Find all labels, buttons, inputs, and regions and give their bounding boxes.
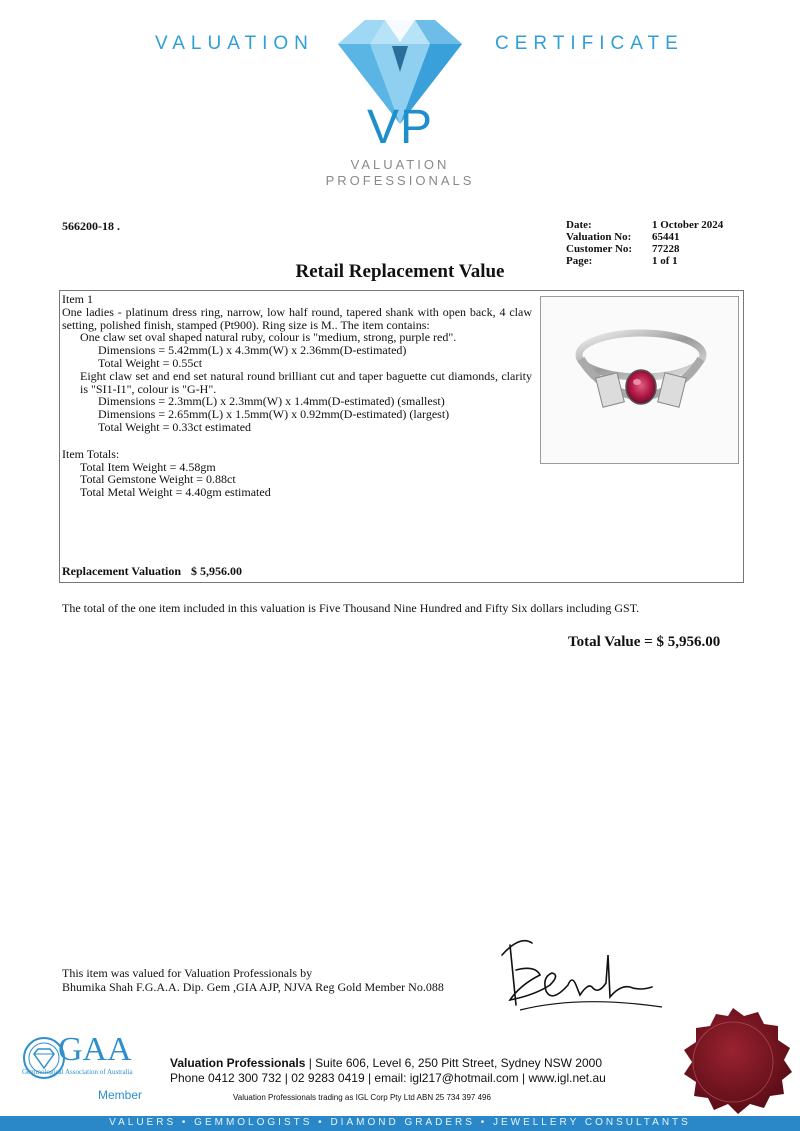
info-row-customer-no: [566, 243, 723, 255]
wax-seal-icon: [650, 1000, 800, 1120]
footer-address-line: [170, 1056, 606, 1071]
diamond-weight: Total Weight = 0.33ct estimated: [98, 419, 252, 434]
total-item-weight: Total Item Weight = 4.58gm: [80, 459, 216, 474]
info-value: 65441: [652, 231, 680, 243]
info-value: 77228: [652, 243, 680, 255]
header-valuation-word: VALUATION: [155, 33, 314, 54]
item-heading: Item 1: [62, 292, 93, 306]
document-title: [0, 261, 800, 283]
replacement-valuation: [62, 564, 242, 579]
footer-company: Valuation Professionals: [170, 1056, 306, 1070]
footer-address-block: [170, 1056, 606, 1086]
diamond-line: [62, 370, 532, 396]
header-certificate-word: CERTIFICATE: [495, 33, 684, 54]
replacement-amount: $ 5,956.00: [191, 564, 243, 578]
logo-line-valuation: VALUATION: [350, 157, 450, 172]
gaa-member: Member: [98, 1088, 143, 1102]
item-description: One ladies - platinum dress ring, narrow, low half round, tapered shank with open back, 4 claw setting, polished finish, stamped (Pt900). Ring size is M.. The item contains:: [62, 304, 532, 332]
info-row-valuation-no: [566, 231, 723, 243]
info-label: Date:: [566, 219, 592, 231]
total-metal-weight: Total Metal Weight = 4.40gm estimated: [80, 485, 271, 500]
ruby-dimensions: Dimensions = 5.42mm(L) x 4.3mm(W) x 2.36mm(D-estimated): [98, 343, 407, 358]
gaa-caption: Gemmological Association of Australia: [22, 1068, 133, 1076]
diamond-line-text: Eight claw set and end set natural round brilliant cut and taper baguette cut diamonds, clarity is "SI1-I1", colour is "G-H".: [80, 368, 532, 396]
total-value: Total Value = $ 5,956.00: [568, 634, 721, 650]
footer-contact: Phone 0412 300 732 | 02 9283 0419 | email: igl217@hotmail.com | www.igl.net.au: [170, 1071, 606, 1085]
info-block: [566, 219, 723, 267]
gaa-abbreviation: GAA: [58, 1031, 132, 1068]
valued-by-block: [62, 966, 444, 994]
spacer: [62, 434, 532, 448]
ring-image-icon: [541, 297, 738, 463]
replacement-label: Replacement Valuation: [62, 564, 182, 578]
info-value: 1 October 2024: [652, 219, 724, 231]
info-label: Customer No:: [566, 243, 633, 255]
footer-band: [0, 1116, 800, 1131]
logo-line-professionals: PROFESSIONALS: [325, 173, 475, 188]
total-sentence: The total of the one item included in this valuation is Five Thousand Nine Hundred and Fifty Six dollars including GST.: [62, 601, 640, 615]
vp-logo-initials: VP: [366, 101, 434, 154]
footer-trading: Valuation Professionals trading as IGL Corp Pty Ltd ABN 25 734 397 496: [233, 1093, 491, 1102]
reference-number: 566200-18 .: [62, 219, 120, 233]
footer-address: | Suite 606, Level 6, 250 Pitt Street, Sydney NSW 2000: [308, 1056, 603, 1070]
signature-icon: [480, 925, 670, 1020]
valued-by-line1: This item was valued for Valuation Professionals by: [62, 966, 313, 980]
diamond-dimensions-largest: Dimensions = 2.65mm(L) x 1.5mm(W) x 0.92mm(D-estimated) (largest): [98, 407, 450, 422]
info-value: 1 of 1: [652, 255, 678, 267]
document-title-text: Retail Replacement Value: [295, 261, 505, 282]
valued-by-line2: Bhumika Shah F.G.A.A. Dip. Gem ,GIA AJP, NJVA Reg Gold Member No.088: [62, 980, 444, 994]
ring-photo: [540, 296, 739, 464]
footer-band-text: VALUERS • GEMMOLOGISTS • DIAMOND GRADERS • JEWELLERY CONSULTANTS: [109, 1117, 691, 1128]
total-gemstone-weight: Total Gemstone Weight = 0.88ct: [80, 472, 236, 487]
info-label: Page:: [566, 255, 593, 267]
diamond-dimensions-smallest: Dimensions = 2.3mm(L) x 2.3mm(W) x 1.4mm(D-estimated) (smallest): [98, 394, 445, 409]
info-row-date: [566, 219, 723, 231]
item-description-block: [62, 293, 532, 499]
item-totals-heading: Item Totals:: [62, 446, 120, 461]
ruby-line: One claw set oval shaped natural ruby, colour is "medium, strong, purple red".: [80, 330, 457, 345]
info-label: Valuation No:: [566, 231, 632, 243]
ruby-weight: Total Weight = 0.55ct: [98, 355, 203, 370]
